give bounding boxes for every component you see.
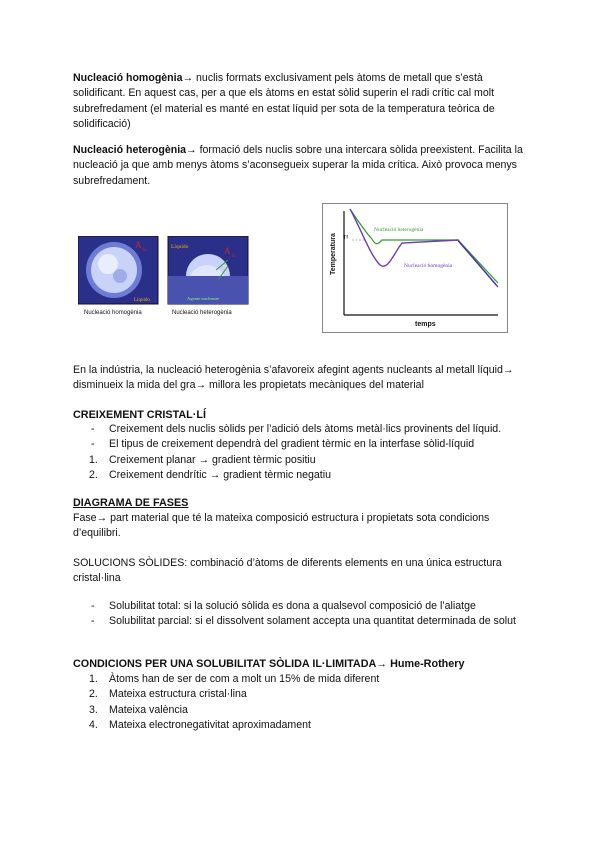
nucleation-illustration: [78, 236, 250, 316]
list-item-text: Creixement dendrític → gradient tèrmic negatiu: [109, 469, 331, 482]
list-item-text: Solubilitat total: si la solució sòlida es dona a qualsevol composició de l’aliatge: [109, 600, 476, 612]
growth-heading: CREIXEMENT CRISTAL·LÍ: [73, 409, 206, 421]
homo-liquid-label: Líquido: [134, 298, 150, 303]
hetero-curve-label: Nucleació heterogènia: [374, 227, 424, 233]
cooling-curve-chart: [322, 203, 508, 333]
list-item-text: Solubilitat parcial: si el dissolvent solament accepta una quantitat determinada de solut: [109, 615, 516, 628]
list-item: 2. Mateixa estructura cristal·lina: [89, 688, 247, 701]
growth-bullets: [73, 422, 533, 453]
homo-curve-label: Nucleació homogènia: [404, 263, 453, 269]
solutions-bullets: [73, 599, 533, 630]
agent-label: Agente nucleante: [187, 296, 220, 301]
x-axis-label: temps: [415, 321, 436, 328]
a-het-label: A: [224, 246, 231, 256]
list-item-text: Mateixa valència: [109, 703, 188, 716]
list-item-text: Mateixa estructura cristal·lina: [109, 688, 247, 701]
homogeneous-paragraph: [73, 71, 533, 133]
list-item-text: Creixement dels nuclis sòlids per l’adició dels àtoms metàl·lics provinents del líquid.: [109, 423, 502, 435]
a-homo-sub: ls: [143, 248, 147, 253]
list-item: 1. Creixement planar → gradient tèrmic positiu: [89, 454, 316, 466]
homogeneous-term: Nucleació homogènia: [73, 72, 183, 84]
homogeneous-text: → nuclis formats exclusivament pels àtoms de metall que s’està solidificant. En aquest cas, per a que els àtoms en estat sòlid superin el radi crític cal molt subrefredament (el material es manté en estat líquid per sota de la temperatura teòrica de solidificació): [73, 72, 495, 131]
list-item: 3. Mateixa valència: [89, 703, 188, 716]
hetero-liquid-label: Líquido: [171, 244, 189, 250]
industry-paragraph: En la indústria, la nucleació heterogènia s’afavoreix afegint agents nucleants al metall líquid→ disminueix la mida del gra→ millora les propietats mecàniques del material: [73, 364, 514, 392]
list-item: - Solubilitat parcial: si el dissolvent solament accepta una quantitat determinada de solut: [91, 615, 516, 628]
list-item: 1. Àtoms han de ser de com a molt un 15% de mida diferent: [89, 673, 380, 685]
conditions-heading: CONDICIONS PER UNA SOLUBILITAT SÒLIDA IL·LIMITADA→ Hume-Rothery: [73, 658, 465, 670]
solutions-paragraph: SOLUCIONS SÒLIDES: combinació d’àtoms de diferents elements en una única estructura cristal·lina: [73, 557, 502, 585]
list-item: - Creixement dels nuclis sòlids per l’adició dels àtoms metàl·lics provinents del líquid.: [91, 423, 502, 435]
list-item: - Solubilitat total: si la solució sòlida es dona a qualsevol composició de l’aliatge: [91, 600, 476, 612]
a-homo-label: A: [135, 240, 142, 250]
list-item-text: Creixement planar → gradient tèrmic positiu: [109, 454, 316, 466]
y-axis-label: Temperatura: [330, 233, 337, 275]
list-item: 2. Creixement dendrític → gradient tèrmic negatiu: [89, 469, 331, 482]
tf-label: Tf: [343, 235, 348, 241]
list-item-text: El tipus de creixement dependrà del gradient tèrmic en la interfase sòlid-líquid: [109, 438, 475, 451]
conditions-numbered: [73, 672, 533, 734]
heterogeneous-paragraph: [73, 143, 533, 189]
homo-caption: Nucleació homogènia: [84, 310, 142, 316]
list-item: 4. Mateixa electronegativitat aproximadament: [89, 719, 311, 732]
hetero-caption: Nucleació heterogènia: [172, 310, 232, 316]
list-item: - El tipus de creixement dependrà del gradient tèrmic en la interfase sòlid-líquid: [91, 438, 475, 451]
list-item-text: Àtoms han de ser de com a molt un 15% de mida diferent: [109, 673, 380, 685]
heterogeneous-text: → formació dels nuclis sobre una intercara sòlida preexistent. Facilita la nucleació ja que amb menys àtoms s’aconsegueix superar la mida crítica. Això provoca menys subrefredament.: [73, 144, 523, 187]
phases-heading: DIAGRAMA DE FASES: [73, 497, 189, 509]
growth-numbered: [73, 453, 533, 484]
phases-paragraph: Fase→ part material que té la mateixa composició estructura i propietats sota condicions d’equilibri.: [73, 512, 490, 540]
a-het-sub: ls: [232, 254, 236, 259]
list-item-text: Mateixa electronegativitat aproximadament: [109, 719, 311, 732]
heterogeneous-term: Nucleació heterogènia: [73, 144, 187, 156]
